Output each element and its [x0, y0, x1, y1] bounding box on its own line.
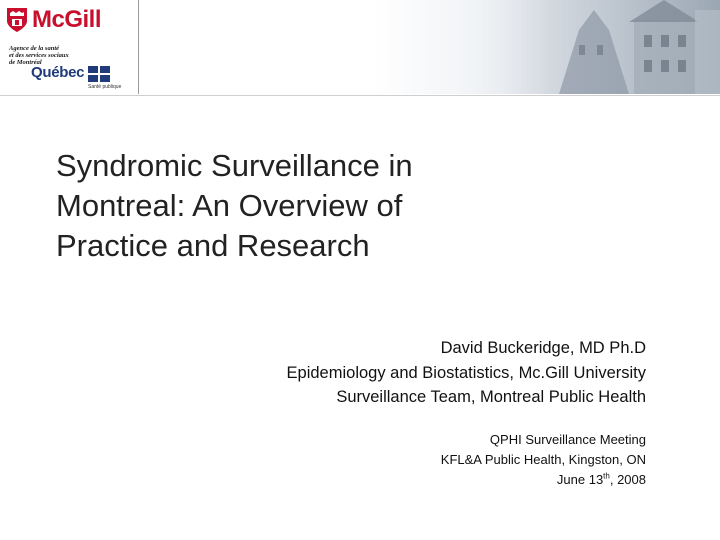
mcgill-logo: [6, 6, 101, 34]
agency-name: [9, 45, 85, 66]
agency-line-3: de Montréal: [9, 59, 42, 66]
mcgill-shield-icon: [6, 7, 28, 33]
meeting-date-suffix: , 2008: [609, 472, 646, 487]
title-line-1: Syndromic Surveillance in: [56, 148, 413, 183]
quebec-flag-icon: [88, 66, 110, 82]
quebec-wordmark: Québec: [31, 64, 85, 81]
sante-publique-label: Santé publique: [88, 84, 122, 90]
castle-illustration: [139, 0, 720, 94]
meeting-location: KFL&A Public Health, Kingston, ON: [440, 452, 646, 467]
title-line-3: Practice and Research: [56, 228, 370, 263]
meeting-block: [441, 430, 646, 490]
author-name: David Buckeridge, MD Ph.D: [440, 339, 646, 357]
author-affiliation-1: Epidemiology and Biostatistics, Mc.Gill University: [286, 363, 646, 382]
mcgill-wordmark: McGill: [32, 6, 102, 33]
agency-line-2: et des services sociaux: [9, 52, 69, 59]
meeting-date-sup: th: [603, 471, 610, 481]
agency-line-1: Agence de la santé: [9, 45, 60, 52]
header-banner: [0, 0, 720, 96]
author-block: [287, 336, 646, 410]
castle-photo: [139, 0, 720, 94]
slide-title: [56, 146, 576, 266]
title-line-2: Montreal: An Overview of: [56, 188, 403, 223]
meeting-date-prefix: June 13: [556, 472, 604, 487]
author-affiliation-2: Surveillance Team, Montreal Public Health: [336, 388, 646, 406]
logo-box: [0, 0, 139, 94]
meeting-name: QPHI Surveillance Meeting: [489, 432, 646, 447]
meeting-date: [441, 470, 646, 490]
